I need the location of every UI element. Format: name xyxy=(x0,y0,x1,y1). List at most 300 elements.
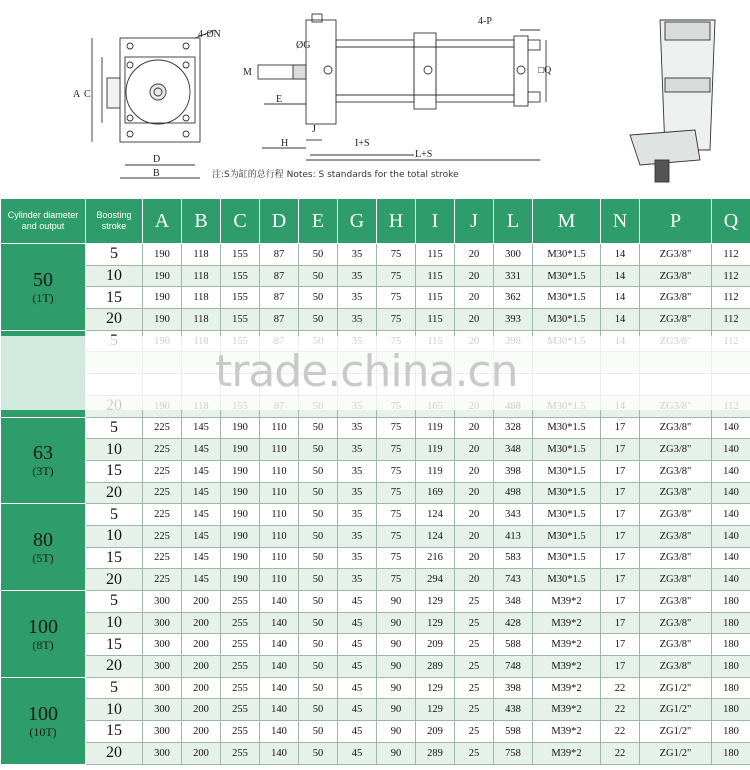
value-cell: 180 xyxy=(712,612,750,634)
value-cell: 90 xyxy=(377,699,416,721)
stroke-note: 注:S为缸的总行程 Notes: S standards for the total stroke xyxy=(212,170,459,180)
value-cell: 140 xyxy=(260,742,299,764)
side-view xyxy=(258,14,546,160)
table-row xyxy=(1,591,750,613)
value-cell: ZG3/8" xyxy=(640,460,712,482)
value-cell: 588 xyxy=(494,634,533,656)
value-cell: 14 xyxy=(601,244,640,266)
value-cell: 216 xyxy=(416,547,455,569)
value-cell: 348 xyxy=(494,591,533,613)
value-cell: 180 xyxy=(712,656,750,678)
output-value: (3T) xyxy=(32,464,54,479)
value-cell: 50 xyxy=(299,547,338,569)
header-g: G xyxy=(338,199,377,244)
value-cell: 200 xyxy=(182,742,221,764)
value-cell: 17 xyxy=(601,525,640,547)
value-cell: 17 xyxy=(601,439,640,461)
value-cell: M39*2 xyxy=(533,677,601,699)
value-cell: ZG1/2" xyxy=(640,721,712,743)
value-cell: 225 xyxy=(143,504,182,526)
value-cell: ZG3/8" xyxy=(640,439,712,461)
value-cell: 87 xyxy=(260,287,299,309)
value-cell: 119 xyxy=(416,439,455,461)
value-cell: 20 xyxy=(455,439,494,461)
value-cell: 20 xyxy=(455,460,494,482)
value-cell: 50 xyxy=(299,677,338,699)
diameter-value: 100 xyxy=(28,702,58,725)
value-cell: 129 xyxy=(416,591,455,613)
value-cell: M30*1.5 xyxy=(533,460,601,482)
table-row xyxy=(1,721,750,743)
label-port: 4-P xyxy=(478,16,492,27)
value-cell: 50 xyxy=(299,287,338,309)
stroke-cell: 5 xyxy=(86,417,143,439)
value-cell: 331 xyxy=(494,265,533,287)
value-cell: 129 xyxy=(416,612,455,634)
value-cell: 225 xyxy=(143,439,182,461)
stroke-cell: 15 xyxy=(86,547,143,569)
value-cell: ZG1/2" xyxy=(640,699,712,721)
table-row xyxy=(1,742,750,764)
label-hole: 4-ØN xyxy=(198,29,221,40)
value-cell: 50 xyxy=(299,265,338,287)
header-q: Q xyxy=(712,199,750,244)
value-cell: 255 xyxy=(221,699,260,721)
value-cell: M30*1.5 xyxy=(533,439,601,461)
value-cell: 140 xyxy=(712,547,750,569)
value-cell: 110 xyxy=(260,504,299,526)
value-cell: 300 xyxy=(143,677,182,699)
value-cell: 22 xyxy=(601,742,640,764)
value-cell: 255 xyxy=(221,656,260,678)
value-cell: 119 xyxy=(416,460,455,482)
watermark-band xyxy=(0,336,750,410)
value-cell: 50 xyxy=(299,591,338,613)
value-cell: 498 xyxy=(494,482,533,504)
value-cell: 22 xyxy=(601,699,640,721)
table-row xyxy=(1,482,750,504)
value-cell: 22 xyxy=(601,677,640,699)
value-cell: 155 xyxy=(221,309,260,331)
value-cell: 583 xyxy=(494,547,533,569)
stroke-cell: 15 xyxy=(86,634,143,656)
value-cell: 90 xyxy=(377,634,416,656)
value-cell: 45 xyxy=(338,656,377,678)
value-cell: 140 xyxy=(712,504,750,526)
value-cell: 294 xyxy=(416,569,455,591)
value-cell: 255 xyxy=(221,634,260,656)
diameter-value: 100 xyxy=(28,615,58,638)
output-value: (10T) xyxy=(29,724,57,739)
value-cell: 300 xyxy=(143,721,182,743)
value-cell: 35 xyxy=(338,547,377,569)
value-cell: 255 xyxy=(221,721,260,743)
stroke-cell: 20 xyxy=(86,742,143,764)
value-cell: 110 xyxy=(260,439,299,461)
value-cell: 35 xyxy=(338,482,377,504)
value-cell: 90 xyxy=(377,742,416,764)
table-row xyxy=(1,417,750,439)
value-cell: ZG3/8" xyxy=(640,547,712,569)
value-cell: 140 xyxy=(712,460,750,482)
value-cell: 190 xyxy=(143,309,182,331)
value-cell: 112 xyxy=(712,287,750,309)
value-cell: 50 xyxy=(299,569,338,591)
value-cell: 45 xyxy=(338,699,377,721)
value-cell: 140 xyxy=(260,612,299,634)
value-cell: M30*1.5 xyxy=(533,569,601,591)
value-cell: 35 xyxy=(338,244,377,266)
value-cell: 190 xyxy=(221,504,260,526)
value-cell: 225 xyxy=(143,482,182,504)
value-cell: 413 xyxy=(494,525,533,547)
stroke-cell: 15 xyxy=(86,721,143,743)
diameter-value: 50 xyxy=(33,268,53,291)
value-cell: M39*2 xyxy=(533,612,601,634)
value-cell: 17 xyxy=(601,460,640,482)
value-cell: ZG3/8" xyxy=(640,591,712,613)
value-cell: 190 xyxy=(221,439,260,461)
value-cell: 190 xyxy=(143,265,182,287)
dimension-table xyxy=(0,198,750,765)
value-cell: 17 xyxy=(601,417,640,439)
value-cell: 17 xyxy=(601,504,640,526)
value-cell: 758 xyxy=(494,742,533,764)
value-cell: 17 xyxy=(601,569,640,591)
value-cell: 112 xyxy=(712,265,750,287)
value-cell: 438 xyxy=(494,699,533,721)
value-cell: 124 xyxy=(416,504,455,526)
value-cell: 129 xyxy=(416,677,455,699)
stroke-cell: 20 xyxy=(86,656,143,678)
technical-drawing xyxy=(0,0,750,199)
value-cell: 145 xyxy=(182,569,221,591)
value-cell: 190 xyxy=(221,460,260,482)
value-cell: 35 xyxy=(338,309,377,331)
value-cell: ZG3/8" xyxy=(640,482,712,504)
header-n: N xyxy=(601,199,640,244)
value-cell: 35 xyxy=(338,265,377,287)
value-cell: 75 xyxy=(377,504,416,526)
value-cell: 50 xyxy=(299,439,338,461)
table-row xyxy=(1,656,750,678)
value-cell: 743 xyxy=(494,569,533,591)
value-cell: M39*2 xyxy=(533,742,601,764)
value-cell: 190 xyxy=(221,547,260,569)
stroke-cell: 20 xyxy=(86,309,143,331)
value-cell: ZG3/8" xyxy=(640,504,712,526)
value-cell: 140 xyxy=(260,699,299,721)
header-boosting-stroke: Boosting stroke xyxy=(86,199,143,244)
value-cell: 45 xyxy=(338,612,377,634)
value-cell: 35 xyxy=(338,504,377,526)
stroke-cell: 10 xyxy=(86,612,143,634)
value-cell: 200 xyxy=(182,699,221,721)
header-m: M xyxy=(533,199,601,244)
value-cell: 50 xyxy=(299,742,338,764)
value-cell: 20 xyxy=(455,547,494,569)
value-cell: ZG3/8" xyxy=(640,244,712,266)
value-cell: 180 xyxy=(712,634,750,656)
value-cell: 190 xyxy=(221,525,260,547)
value-cell: 145 xyxy=(182,460,221,482)
value-cell: 145 xyxy=(182,525,221,547)
value-cell: 75 xyxy=(377,309,416,331)
value-cell: 180 xyxy=(712,677,750,699)
value-cell: 90 xyxy=(377,656,416,678)
value-cell: 45 xyxy=(338,677,377,699)
value-cell: 140 xyxy=(712,439,750,461)
value-cell: 50 xyxy=(299,525,338,547)
value-cell: 225 xyxy=(143,460,182,482)
value-cell: 115 xyxy=(416,265,455,287)
value-cell: 140 xyxy=(260,677,299,699)
value-cell: ZG3/8" xyxy=(640,634,712,656)
stroke-cell: 15 xyxy=(86,287,143,309)
value-cell: 119 xyxy=(416,417,455,439)
table-row xyxy=(1,677,750,699)
header-a: A xyxy=(143,199,182,244)
output-value: (8T) xyxy=(32,637,54,652)
value-cell: 35 xyxy=(338,525,377,547)
header-e: E xyxy=(299,199,338,244)
value-cell: 200 xyxy=(182,591,221,613)
value-cell: 17 xyxy=(601,656,640,678)
value-cell: 17 xyxy=(601,482,640,504)
value-cell: 255 xyxy=(221,742,260,764)
value-cell: 75 xyxy=(377,265,416,287)
value-cell: 110 xyxy=(260,547,299,569)
value-cell: ZG3/8" xyxy=(640,569,712,591)
label-B: B xyxy=(153,168,160,179)
value-cell: M30*1.5 xyxy=(533,244,601,266)
value-cell: 140 xyxy=(712,482,750,504)
label-D: D xyxy=(153,154,161,165)
value-cell: 200 xyxy=(182,656,221,678)
value-cell: 17 xyxy=(601,634,640,656)
value-cell: 75 xyxy=(377,547,416,569)
header-d: D xyxy=(260,199,299,244)
value-cell: 50 xyxy=(299,634,338,656)
diameter-value: 80 xyxy=(33,529,53,552)
stroke-cell: 20 xyxy=(86,569,143,591)
table-body xyxy=(1,244,750,765)
value-cell: 348 xyxy=(494,439,533,461)
value-cell: ZG3/8" xyxy=(640,265,712,287)
value-cell: 300 xyxy=(143,634,182,656)
value-cell: ZG3/8" xyxy=(640,656,712,678)
value-cell: 25 xyxy=(455,677,494,699)
value-cell: 598 xyxy=(494,721,533,743)
value-cell: 289 xyxy=(416,742,455,764)
value-cell: 110 xyxy=(260,569,299,591)
value-cell: 300 xyxy=(143,699,182,721)
value-cell: 75 xyxy=(377,482,416,504)
output-value: (5T) xyxy=(32,551,54,566)
stroke-cell: 10 xyxy=(86,439,143,461)
value-cell: 50 xyxy=(299,244,338,266)
header-i: I xyxy=(416,199,455,244)
header-b: B xyxy=(182,199,221,244)
value-cell: 225 xyxy=(143,417,182,439)
value-cell: 110 xyxy=(260,525,299,547)
value-cell: 118 xyxy=(182,309,221,331)
value-cell: 25 xyxy=(455,721,494,743)
header-cylinder-diameter: Cylinder diameter and output xyxy=(1,199,86,244)
value-cell: 140 xyxy=(712,525,750,547)
value-cell: 14 xyxy=(601,287,640,309)
value-cell: 300 xyxy=(143,591,182,613)
stroke-cell: 5 xyxy=(86,677,143,699)
header-l: L xyxy=(494,199,533,244)
value-cell: 118 xyxy=(182,287,221,309)
value-cell: 14 xyxy=(601,265,640,287)
value-cell: 87 xyxy=(260,244,299,266)
watermark-text: trade.china.cn xyxy=(215,346,518,397)
header-j: J xyxy=(455,199,494,244)
value-cell: 190 xyxy=(143,244,182,266)
output-value: (1T) xyxy=(32,290,54,305)
value-cell: 145 xyxy=(182,482,221,504)
value-cell: 14 xyxy=(601,309,640,331)
value-cell: 190 xyxy=(143,287,182,309)
value-cell: 75 xyxy=(377,569,416,591)
diameter-value: 63 xyxy=(33,442,53,465)
table-row xyxy=(1,504,750,526)
value-cell: 25 xyxy=(455,591,494,613)
stroke-cell: 5 xyxy=(86,591,143,613)
label-C: C xyxy=(84,89,91,100)
value-cell: 129 xyxy=(416,699,455,721)
table-row xyxy=(1,265,750,287)
value-cell: 225 xyxy=(143,569,182,591)
value-cell: 25 xyxy=(455,656,494,678)
value-cell: 75 xyxy=(377,439,416,461)
table-row xyxy=(1,569,750,591)
value-cell: M39*2 xyxy=(533,721,601,743)
value-cell: 115 xyxy=(416,309,455,331)
value-cell: 115 xyxy=(416,244,455,266)
value-cell: 112 xyxy=(712,244,750,266)
header-p: P xyxy=(640,199,712,244)
value-cell: ZG3/8" xyxy=(640,417,712,439)
value-cell: M30*1.5 xyxy=(533,417,601,439)
label-M: M xyxy=(243,67,252,78)
value-cell: 140 xyxy=(712,417,750,439)
value-cell: 300 xyxy=(494,244,533,266)
value-cell: 35 xyxy=(338,287,377,309)
value-cell: 87 xyxy=(260,265,299,287)
value-cell: 145 xyxy=(182,439,221,461)
value-cell: 17 xyxy=(601,612,640,634)
value-cell: 110 xyxy=(260,417,299,439)
value-cell: 225 xyxy=(143,547,182,569)
table-row xyxy=(1,287,750,309)
value-cell: M30*1.5 xyxy=(533,309,601,331)
value-cell: ZG1/2" xyxy=(640,742,712,764)
value-cell: 140 xyxy=(260,591,299,613)
value-cell: 200 xyxy=(182,634,221,656)
value-cell: 180 xyxy=(712,721,750,743)
label-J: J xyxy=(312,124,316,135)
value-cell: 20 xyxy=(455,525,494,547)
value-cell: 289 xyxy=(416,656,455,678)
value-cell: 25 xyxy=(455,634,494,656)
value-cell: 190 xyxy=(221,569,260,591)
value-cell: 169 xyxy=(416,482,455,504)
value-cell: 17 xyxy=(601,591,640,613)
value-cell: 398 xyxy=(494,460,533,482)
value-cell: 35 xyxy=(338,417,377,439)
value-cell: ZG3/8" xyxy=(640,612,712,634)
value-cell: 118 xyxy=(182,265,221,287)
value-cell: ZG3/8" xyxy=(640,287,712,309)
value-cell: 200 xyxy=(182,612,221,634)
value-cell: 255 xyxy=(221,677,260,699)
value-cell: 50 xyxy=(299,482,338,504)
table-row xyxy=(1,699,750,721)
value-cell: 22 xyxy=(601,721,640,743)
value-cell: M39*2 xyxy=(533,634,601,656)
table-row xyxy=(1,525,750,547)
value-cell: 200 xyxy=(182,721,221,743)
value-cell: 35 xyxy=(338,569,377,591)
table-row xyxy=(1,244,750,266)
group-cell xyxy=(1,244,86,331)
value-cell: 115 xyxy=(416,287,455,309)
value-cell: 50 xyxy=(299,417,338,439)
value-cell: 255 xyxy=(221,591,260,613)
value-cell: 209 xyxy=(416,634,455,656)
value-cell: 300 xyxy=(143,656,182,678)
header-c: C xyxy=(221,199,260,244)
value-cell: 20 xyxy=(455,309,494,331)
value-cell: 328 xyxy=(494,417,533,439)
value-cell: 20 xyxy=(455,265,494,287)
value-cell: 140 xyxy=(260,656,299,678)
value-cell: 90 xyxy=(377,612,416,634)
value-cell: 300 xyxy=(143,742,182,764)
value-cell: 35 xyxy=(338,439,377,461)
value-cell: M39*2 xyxy=(533,656,601,678)
table-row xyxy=(1,460,750,482)
table-row xyxy=(1,547,750,569)
table-header xyxy=(1,199,750,244)
value-cell: 50 xyxy=(299,721,338,743)
value-cell: ZG3/8" xyxy=(640,309,712,331)
value-cell: 428 xyxy=(494,612,533,634)
isometric-view xyxy=(630,20,715,182)
value-cell: 118 xyxy=(182,244,221,266)
value-cell: 393 xyxy=(494,309,533,331)
value-cell: 112 xyxy=(712,309,750,331)
value-cell: 45 xyxy=(338,634,377,656)
stroke-cell: 15 xyxy=(86,460,143,482)
value-cell: 50 xyxy=(299,309,338,331)
value-cell: 180 xyxy=(712,699,750,721)
label-L-S: L+S xyxy=(415,149,433,160)
value-cell: 155 xyxy=(221,265,260,287)
value-cell: M30*1.5 xyxy=(533,547,601,569)
value-cell: 75 xyxy=(377,287,416,309)
value-cell: 155 xyxy=(221,287,260,309)
value-cell: 20 xyxy=(455,417,494,439)
value-cell: 190 xyxy=(221,417,260,439)
value-cell: 255 xyxy=(221,612,260,634)
value-cell: 75 xyxy=(377,417,416,439)
value-cell: 200 xyxy=(182,677,221,699)
stroke-cell: 5 xyxy=(86,244,143,266)
